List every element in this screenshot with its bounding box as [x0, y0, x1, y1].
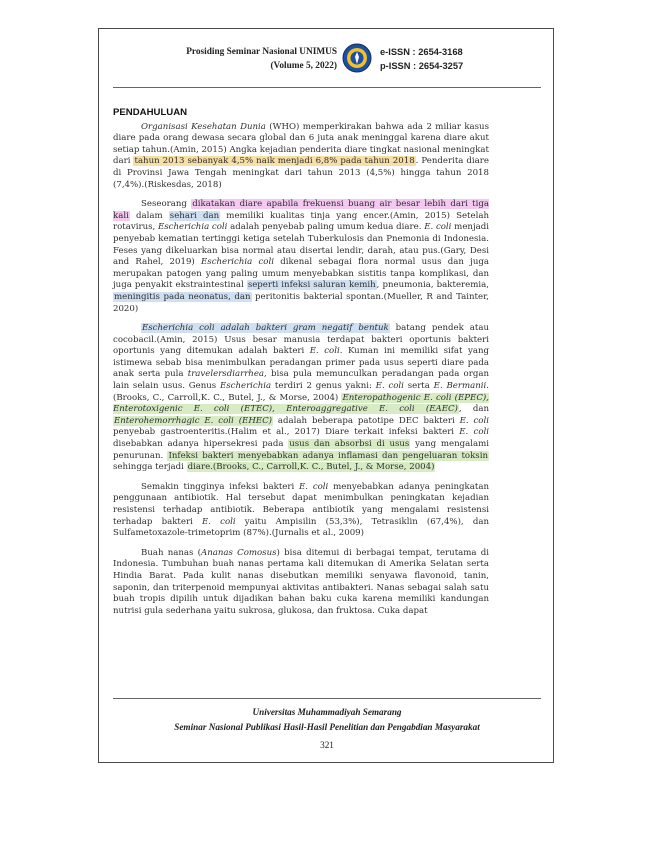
text-run: yaitu Ampisilin (53,3%), Tetrasiklin (67,4%), dan Sulfametoxazole-trimetoprim (87%).(Jurnalis et al., 2009) [113, 516, 489, 539]
text-run: Buah nanas ( [141, 547, 201, 558]
text-run: Escherichia [219, 381, 272, 392]
highlighted-text: diare.(Brooks, C., Carroll,K. C., Butel, J., & Morse, 2004) [187, 462, 435, 473]
text-run: peritonitis bakterial spontan.(Mueller, R and Tainter, 2020) [113, 291, 489, 314]
text-run: , bisa pula memunculkan peradangan pada organ lain selain usus. Genus [113, 369, 489, 392]
highlighted-text: seperti infeksi saluran kemih [247, 280, 376, 291]
text-run: Seseorang [141, 199, 192, 210]
text-run: disebabkan adanya hipersekresi pada [113, 439, 289, 450]
text-run: yang mengalami penurunan. [113, 439, 489, 461]
text-run: batang pendek atau cocobacil.(Amin, 2015) Usus besar manusia terdapat bakteri oportunis bakteri oportunis yang ditemukan adalah bakteri [113, 323, 489, 357]
highlighted-text: dikatakan diare apabila frekuensi buang air besar lebih dari tiga kali [113, 199, 489, 221]
text-run: .(Brooks, C., Carroll,K. C., Butel, J., & Morse, 2004) [113, 381, 489, 403]
text-run: E. coli [459, 427, 489, 438]
highlighted-text: Escherichia coli adalah bakteri gram negatif bentuk [142, 323, 389, 334]
text-run: penyebab gastroenteritis.(Halim et al., 2017) Diare terkait infeksi bakteri [113, 427, 460, 438]
text-run: serta [403, 381, 434, 392]
text-run: E. coli [201, 516, 236, 527]
proceedings-volume: (Volume 5, 2022) [270, 61, 337, 71]
page-header [99, 29, 555, 89]
proceedings-title [139, 45, 337, 73]
footer-divider [113, 698, 541, 699]
body-text [113, 107, 489, 625]
text-run: . Penderita diare di Provinsi Jawa Tengah meningkat dari tahun 2013 (4,5%) hingga tahun 2018 (7,4%).(Riskesdas, 2018) [113, 156, 489, 190]
paragraphs-container [113, 122, 489, 618]
highlighted-text: tahun 2013 sebanyak 4,5% naik menjadi 6,8% pada tahun 2018 [134, 156, 415, 167]
text-run: . Kuman ini memiliki sifat yang istimewa sebab bisa menimbulkan peradangan primer pada usus seperti diare pada anak serta pula [113, 346, 489, 380]
section-heading: PENDAHULUAN [113, 107, 188, 118]
text-run: adalah penyebab paling umum kedua diare. [227, 222, 425, 233]
text-run: Semakin tingginya infeksi bakteri [141, 481, 300, 492]
paragraph [113, 323, 489, 474]
highlighted-text: Enteropathogenic E. coli (EPEC), Enterotoxigenic E. coli (ETEC), Enteroaggregative E. coli (EAEC) [113, 392, 489, 415]
text-run: dikenal sebagai flora normal usus dan juga merupakan patogen yang paling umum menyebabkan sistitis tanpa komplikasi, dan juga penyakit ekstraintestinal [113, 257, 489, 291]
highlighted-text: usus dan absorbsi di usus [289, 439, 410, 450]
paragraph [113, 199, 489, 315]
text-run: E. coli [424, 222, 452, 233]
footer-seminar: Seminar Nasional Publikasi Hasil-Hasil Penelitian dan Pengabdian Masyarakat [174, 722, 480, 732]
highlighted-text: sehari dan [169, 210, 220, 221]
issn-block [380, 45, 530, 73]
paragraph [113, 548, 489, 618]
header-divider [113, 87, 541, 88]
university-logo-icon [342, 43, 372, 73]
document-page [98, 28, 554, 763]
page-footer [99, 705, 555, 753]
text-run: (WHO) memperkirakan bahwa ada 2 miliar kasus diare pada orang dewasa secara global dan 6 juta anak meninggal karena diare akut setiap tahun.(Amin, 2015) Angka kejadian penderita diare tingkat nasional meningkat dari [113, 121, 489, 167]
text-run: , pneumonia, bakteremia, [376, 280, 489, 291]
eissn-label: e-ISSN : 2654-3168 [380, 47, 463, 57]
text-run: Escherichia coli [158, 222, 228, 233]
text-run: terdiri 2 genus yakni: [271, 381, 376, 392]
text-run: Ananas Comosus [200, 547, 277, 558]
text-run: sehingga terjadi [113, 462, 187, 473]
text-run: ) bisa ditemui di berbagai tempat, terutama di Indonesia. Tumbuhan buah nanas pertama kali ditemukan di Amerika Selatan serta Hindia Barat. Pada kulit nanas disebutkan memiliki senyawa flavonoid, tanin, saponin, dan triterpenoid mempunyai aktivitas antibakteri. Nanas sebagai salah satu buah tropis dipilih untuk dijadikan bahan baku cuka karena memiliki kandungan nutrisi gula sederhana yaitu sukrosa, glukosa, dan fruktosa. Cuka dapat [113, 547, 489, 616]
text-run: E. coli [459, 415, 489, 426]
highlighted-text: Enterohemorrhagic E. coli (EHEC) [114, 415, 273, 426]
footer-university: Universitas Muhammadiyah Semarang [252, 707, 402, 717]
proceedings-name: Prosiding Seminar Nasional UNIMUS [186, 47, 337, 57]
text-run: Organisasi Kesehatan Dunia [141, 121, 266, 132]
text-run: E. Bermanii [433, 381, 487, 392]
text-run: dalam [129, 210, 169, 221]
highlighted-text: meningitis pada neonatus, dan [114, 291, 251, 302]
text-run: menjadi penyebab kematian tertinggi ketiga setelah Tuberkulosis dan Pnemonia di Indonesia. Feses yang dikeluarkan bisa normal atau disertai lendir, darah, atau pus.(Gary, Desi and Rahel, 2019) [113, 222, 489, 268]
paragraph [113, 122, 489, 192]
text-run: , dan [458, 404, 489, 415]
text-run: E. coli [375, 381, 404, 392]
highlighted-text: Infeksi bakteri menyebabkan adanya inflamasi dan pengeluaran toksin [168, 450, 488, 461]
text-run: E. coli [299, 481, 329, 492]
text-run: travelersdiarrhea [187, 369, 265, 380]
pissn-label: p-ISSN : 2654-3257 [380, 61, 464, 71]
text-run: memiliki kualitas tinja yang encer.(Amin, 2015) Setelah rotavirus, [113, 210, 490, 233]
page-number: 321 [320, 740, 334, 750]
text-run: E. coli [309, 346, 340, 357]
text-run: adalah beberapa patotipe DEC bakteri [273, 415, 460, 426]
text-run: menyebabkan adanya peningkatan penggunaan antibiotik. Hal tersebut dapat menimbulkan peningkatan kejadian resistensi terhadap antibiotik. Beberapa antibiotik yang mengalami resistensi terhadap bakteri [113, 481, 489, 527]
text-run: Escherichia coli [201, 257, 274, 268]
paragraph [113, 482, 489, 540]
